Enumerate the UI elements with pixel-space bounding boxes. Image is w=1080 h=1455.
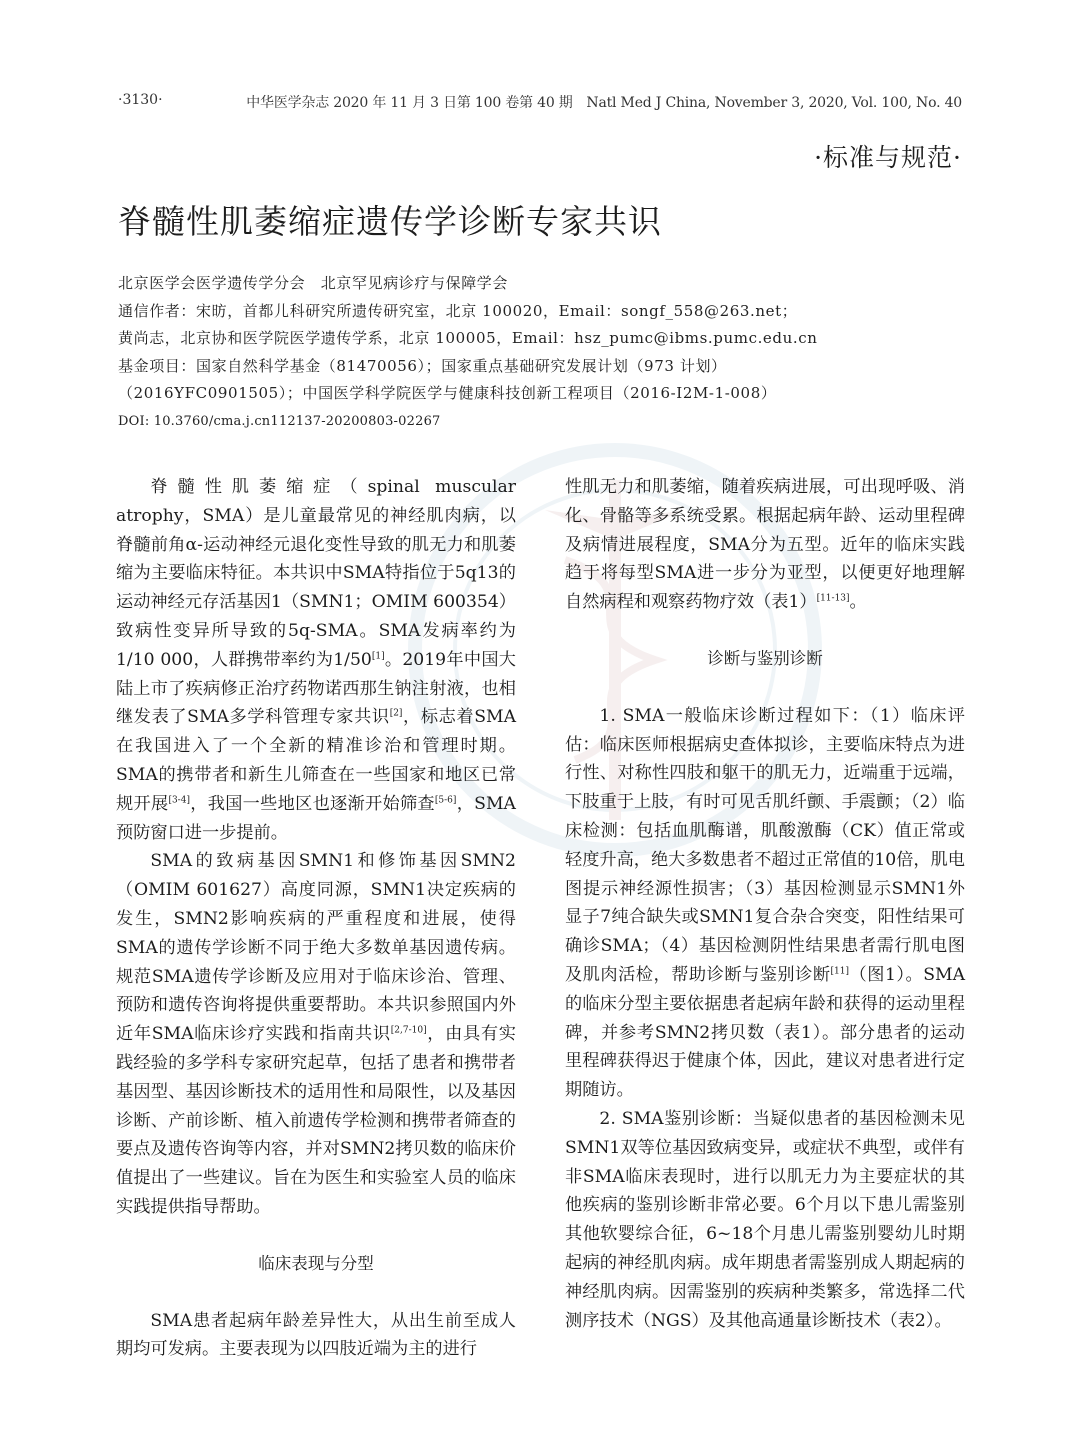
text-run: 。2019年中国大陆上市了疾病修正治疗药物诺西那生钠注射液，也相继发表了SMA多学科管理专家共识	[116, 649, 516, 728]
citation-ref: [2]	[389, 709, 403, 720]
corresponding-author-1: 通信作者：宋昉，首都儿科研究所遗传研究室，北京 100020，Email：songf_558@263.net；	[118, 301, 798, 320]
section-label: ·标准与规范·	[814, 143, 962, 172]
text-run: ，SMA预防窗口进一步提前。	[116, 793, 516, 843]
section-heading: 诊断与鉴别诊断	[707, 648, 823, 668]
right-column	[565, 473, 965, 1335]
citation-ref: [3-4]	[168, 795, 190, 806]
citation-ref: [11]	[830, 966, 850, 977]
funding-line-2: （2016YFC0901505）；中国医学科学院医学与健康科技创新工程项目（2016-I2M-1-008）	[118, 384, 777, 402]
text-run: 1. SMA一般临床诊断过程如下：（1）临床评估：临床医师根据病史查体拟诊，主要临床特点为进行性、对称性四肢和躯干的肌无力，近端重于远端，下肢重于上肢，有时可见舌肌纤颤、手震颤；（2）临床检测：包括血肌酶谱，肌酸激酶（CK）值正常或轻度升高，绝大多数患者不超过正常值的10倍，肌电图提示神经源性损害；（3）基因检测显示SMN1外显子7纯合缺失或SMN1复合杂合突变，阳性结果可确诊SMA；（4）基因检测阴性结果患者需行肌电图及肌肉活检，帮助诊断与鉴别诊断	[565, 705, 965, 985]
article-meta	[118, 270, 978, 435]
page-number: ·3130·	[118, 92, 163, 108]
text-run: 。	[849, 592, 867, 613]
citation-ref: [2,7-10]	[390, 1025, 427, 1036]
paragraph: SMA患者起病年龄差异性大，从出生前至成人期均可发病。主要表现为以四肢近端为主的进行	[116, 1310, 516, 1360]
doi: DOI: 10.3760/cma.j.cn112137-20200803-02267	[118, 413, 441, 429]
text-run: 脊髓性肌萎缩症（spinal muscular atrophy，SMA）是儿童最常见的神经肌肉病，以脊髓前角α-运动神经元退化变性导致的肌无力和肌萎缩为主要临床特征。本共识中SMA特指位于5q13的运动神经元存活基因1（SMN1；OMIM 600354）致病性变异所导致的5q-SMA。SMA发病率约为1/10 000，人群携带率约为1/50	[116, 477, 516, 670]
authors: 北京医学会医学遗传学分会 北京罕见病诊疗与保障学会	[118, 274, 509, 292]
paragraph	[565, 702, 965, 1105]
citation-ref: [11-13]	[816, 593, 850, 604]
text-run: 性肌无力和肌萎缩，随着疾病进展，可出现呼吸、消化、骨骼等多系统受累。根据起病年龄、运动里程碑及病情进展程度，SMA分为五型。近年的临床实践趋于将每型SMA进一步分为亚型，以便更好地理解自然病程和观察药物疗效（表1）	[565, 477, 965, 613]
text-run: ，我国一些地区也逐渐开始筛查	[189, 793, 435, 814]
text-run: ，标志着SMA在我国进入了一个全新的精准诊治和管理时期。SMA的携带者和新生儿筛查在一些国家和地区已常规开展	[116, 707, 516, 814]
text-run: ，由具有实践经验的多学科专家研究起草，包括了患者和携带者基因型、基因诊断技术的适用性和局限性，以及基因诊断、产前诊断、植入前遗传学检测和携带者筛查的要点及遗传咨询等内容，并对SMN2拷贝数的临床价值提出了一些建议。旨在为医生和实验室人员的临床实践提供指导帮助。	[116, 1024, 516, 1217]
corresponding-author-2: 黄尚志，北京协和医学院医学遗传学系，北京 100005，Email：hsz_pumc@ibms.pumc.edu.cn	[118, 329, 818, 347]
paragraph	[116, 847, 516, 1221]
funding-line-1: 基金项目：国家自然科学基金（81470056）；国家重点基础研究发展计划（973 计划）	[118, 356, 727, 375]
citation-ref: [1]	[371, 651, 385, 662]
text-run: （图1）。SMA的临床分型主要依据患者起病年龄和获得的运动里程碑，并参考SMN2拷贝数（表1）。部分患者的运动里程碑获得迟于健康个体，因此，建议对患者进行定期随访。	[565, 964, 965, 1101]
article-title: 脊髓性肌萎缩症遗传学诊断专家共识	[118, 202, 662, 241]
text-run: SMA的致病基因SMN1和修饰基因SMN2（OMIM 601627）高度同源，SMN1决定疾病的发生，SMN2影响疾病的严重程度和进展，使得SMA的遗传学诊断不同于绝大多数单基因遗传病。规范SMA遗传学诊断及应用对于临床诊治、管理、预防和遗传咨询将提供重要帮助。本共识参照国内外近年SMA临床诊疗实践和指南共识	[116, 851, 516, 1045]
paragraph: 2. SMA鉴别诊断：当疑似患者的基因检测未见SMN1双等位基因致病变异，或症状不典型，或伴有非SMA临床表现时，进行以肌无力为主要症状的其他疾病的鉴别诊断非常必要。6个月以下患儿需鉴别其他软婴综合征，6~18个月患儿需鉴别婴幼儿时期起病的神经肌肉病。成年期患者需鉴别成人期起病的神经肌肉病。因需鉴别的疾病种类繁多，常选择二代测序技术（NGS）及其他高通量诊断技术（表2）。	[565, 1108, 965, 1331]
citation-ref: [5-6]	[434, 795, 457, 806]
paragraph	[116, 473, 516, 847]
section-heading: 临床表现与分型	[258, 1253, 374, 1273]
left-column	[116, 473, 516, 1364]
journal-citation: 中华医学杂志 2020 年 11 月 3 日第 100 卷第 40 期 Natl Med J China, November 3, 2020, Vol. 100, No. 40	[246, 95, 962, 111]
paragraph	[565, 473, 965, 617]
